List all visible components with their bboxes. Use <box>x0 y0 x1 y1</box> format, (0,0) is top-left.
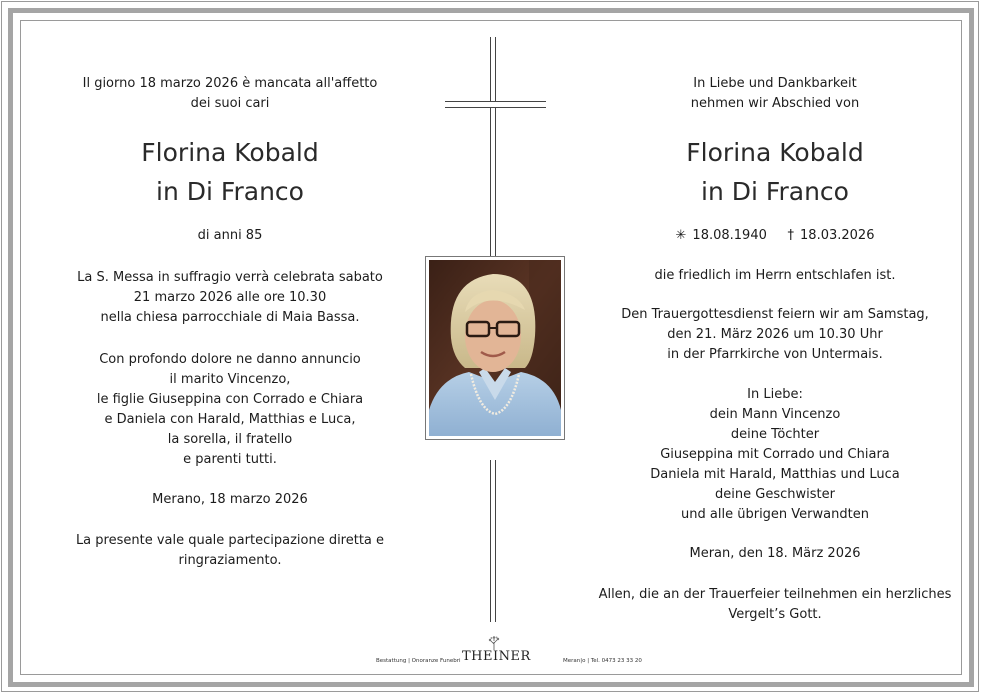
cross-upper-bar <box>490 37 496 256</box>
intro-line: nehmen wir Abschied von <box>690 96 860 111</box>
mourner-line: e Daniela con Harald, Matthias e Luca, <box>104 412 356 427</box>
closing-line: La presente vale quale partecipazione diretta e <box>75 533 385 548</box>
mourner-line: la sorella, il fratello <box>167 432 293 447</box>
mourner-line: le figlie Giuseppina con Corrado e Chiara <box>96 392 364 407</box>
closing-line: ringraziamento. <box>178 553 282 568</box>
tree-logo-icon <box>486 636 502 650</box>
cross-horizontal-bar <box>445 101 546 108</box>
mass-info <box>70 268 390 328</box>
intro-line: dei suoi cari <box>190 96 270 111</box>
passed-text: die friedlich im Herrn entschlafen ist. <box>654 268 896 283</box>
deceased-married-name: in Di Franco <box>701 177 849 206</box>
mourner-line: Giuseppina mit Corrado und Chiara <box>660 447 890 462</box>
birth-star-icon: ✳ <box>675 228 687 243</box>
funeral-home-brand: THEINER <box>462 649 531 664</box>
intro-text <box>70 74 390 114</box>
deceased-name: Florina Kobald <box>686 138 864 167</box>
mourner-line: und alle übrigen Verwandten <box>681 507 869 522</box>
service-line: Den Trauergottesdienst feiern wir am Samstag, <box>621 307 929 322</box>
deceased-married-name: in Di Franco <box>156 177 304 206</box>
mass-line: 21 marzo 2026 alle ore 10.30 <box>133 290 327 305</box>
death-date: 18.03.2026 <box>800 228 875 243</box>
place-date: Merano, 18 marzo 2026 <box>152 492 308 507</box>
mourners-list <box>585 385 965 525</box>
closing-text <box>585 585 965 625</box>
mourners-list <box>70 350 390 470</box>
mourner-line: deine Töchter <box>730 427 820 442</box>
closing-text <box>70 531 390 571</box>
portrait-photo <box>429 260 561 436</box>
service-line: in der Pfarrkirche von Untermais. <box>667 347 883 362</box>
life-dates <box>585 226 965 246</box>
closing-line: Allen, die an der Trauerfeier teilnehmen ein herzliches <box>598 587 952 602</box>
mourner-line: e parenti tutti. <box>183 452 277 467</box>
service-info <box>585 305 965 365</box>
death-cross-icon: † <box>787 228 795 243</box>
place-date: Meran, den 18. März 2026 <box>689 546 861 561</box>
intro-line: Il giorno 18 marzo 2026 è mancata all'affetto <box>82 76 378 91</box>
birth-date: 18.08.1940 <box>692 228 767 243</box>
portrait-image <box>429 260 561 436</box>
mourner-line: dein Mann Vincenzo <box>709 407 841 422</box>
intro-line: In Liebe und Dankbarkeit <box>693 76 857 91</box>
mass-line: nella chiesa parrocchiale di Maia Bassa. <box>100 310 360 325</box>
mourner-line: Con profondo dolore ne danno annuncio <box>99 352 361 367</box>
cross-lower-bar <box>490 460 496 622</box>
closing-line: Vergelt’s Gott. <box>728 607 822 622</box>
mass-line: La S. Messa in suffragio verrà celebrata sabato <box>77 270 383 285</box>
footer-contact-text: Meran|o | Tel. 0473 23 33 20 <box>563 658 642 664</box>
portrait-frame <box>425 256 565 440</box>
mourner-line: In Liebe: <box>747 387 803 402</box>
funeral-home-footer <box>0 636 982 666</box>
mourner-line: deine Geschwister <box>715 487 835 502</box>
deceased-name: Florina Kobald <box>141 138 319 167</box>
footer-services-text: Bestattung | Onoranze Funebri <box>376 658 461 664</box>
intro-text <box>585 74 965 114</box>
mourner-line: il marito Vincenzo, <box>169 372 291 387</box>
age-text: di anni 85 <box>197 228 263 243</box>
mourner-line: Daniela mit Harald, Matthias und Luca <box>650 467 900 482</box>
service-line: den 21. März 2026 um 10.30 Uhr <box>667 327 883 342</box>
